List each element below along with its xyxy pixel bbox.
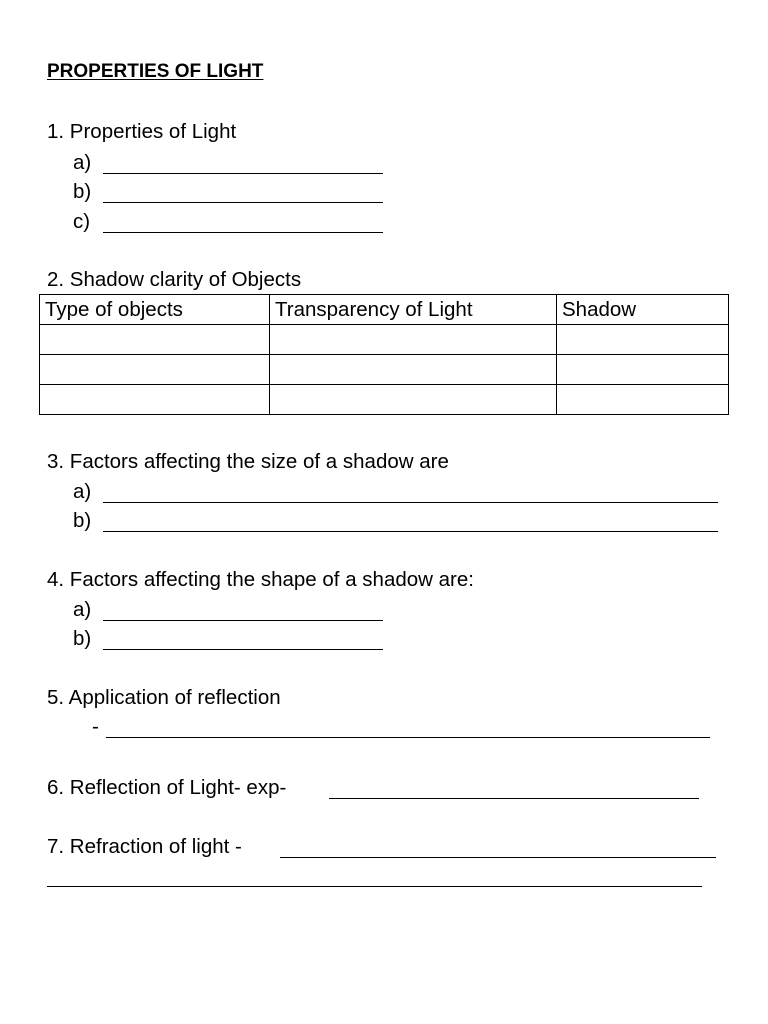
question-5-heading: 5. Application of reflection xyxy=(47,686,281,709)
table-cell[interactable] xyxy=(270,355,557,385)
question-7-answer-line-2[interactable] xyxy=(47,886,702,887)
question-4-answer-b[interactable] xyxy=(103,649,383,650)
question-1-answer-b[interactable] xyxy=(103,202,383,203)
table-cell[interactable] xyxy=(270,385,557,415)
question-4-heading: 4. Factors affecting the shape of a shadow are: xyxy=(47,568,474,591)
question-1-heading: 1. Properties of Light xyxy=(47,120,237,143)
question-1-label-a: a) xyxy=(73,151,92,174)
table-cell[interactable] xyxy=(40,355,270,385)
question-3-answer-b[interactable] xyxy=(103,531,718,532)
table-header-row xyxy=(40,295,729,325)
table-cell[interactable] xyxy=(270,325,557,355)
question-4-label-a: a) xyxy=(73,598,92,621)
question-2-heading: 2. Shadow clarity of Objects xyxy=(47,268,302,291)
table-cell[interactable] xyxy=(40,325,270,355)
question-7-heading: 7. Refraction of light - xyxy=(47,835,242,858)
question-1-label-b: b) xyxy=(73,180,92,203)
table-row xyxy=(40,325,729,355)
question-1-label-c: c) xyxy=(73,210,91,233)
page-title: PROPERTIES OF LIGHT xyxy=(47,61,264,82)
header-shadow: Shadow xyxy=(557,295,729,325)
table-cell[interactable] xyxy=(557,355,729,385)
question-5-bullet: - xyxy=(92,715,99,738)
question-7-answer-line-1[interactable] xyxy=(280,857,716,858)
header-transparency-of-light: Transparency of Light xyxy=(270,295,557,325)
table-cell[interactable] xyxy=(40,385,270,415)
shadow-clarity-table xyxy=(39,294,729,415)
question-5-answer[interactable] xyxy=(106,737,710,738)
question-1-answer-a[interactable] xyxy=(103,173,383,174)
question-3-label-a: a) xyxy=(73,480,92,503)
question-6-heading: 6. Reflection of Light- exp- xyxy=(47,776,287,799)
table-row xyxy=(40,385,729,415)
question-6-answer[interactable] xyxy=(329,798,699,799)
table-cell[interactable] xyxy=(557,325,729,355)
question-1-answer-c[interactable] xyxy=(103,232,383,233)
header-type-of-objects: Type of objects xyxy=(40,295,270,325)
table-cell[interactable] xyxy=(557,385,729,415)
table-row xyxy=(40,355,729,385)
question-3-label-b: b) xyxy=(73,509,92,532)
question-4-answer-a[interactable] xyxy=(103,620,383,621)
question-3-heading: 3. Factors affecting the size of a shadow are xyxy=(47,450,449,473)
question-3-answer-a[interactable] xyxy=(103,502,718,503)
question-4-label-b: b) xyxy=(73,627,92,650)
